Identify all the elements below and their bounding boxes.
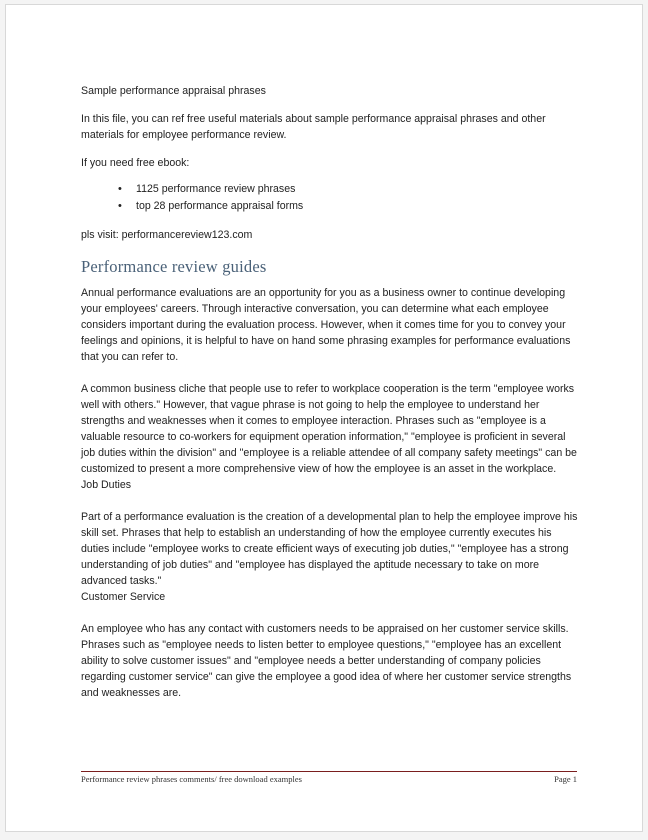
ebook-prompt: If you need free ebook:	[81, 157, 190, 169]
section-heading: Performance review guides	[81, 257, 267, 276]
label-customer-service: Customer Service	[81, 591, 166, 603]
paragraph-customer-service: An employee who has any contact with customers needs to be appraised on her customer service skills. Phrases such as "employee needs to listen better to employee questions," "employee has an excellent ability to solve customer issues" and "employee needs a better understanding of company policies regarding customer service" can give the employee a good idea of where her customer service strengths and weaknesses are.	[81, 623, 572, 699]
paragraph-cooperation: A common business cliche that people use to refer to workplace cooperation is the term "employee works well with others." However, that vague phrase is not going to help the employee to understand her strengths and weaknesses when it comes to employee interaction. Phrases such as "employee is a valuable resource to co-workers for equipment operation information," "employee is proficient in several job duties within the division" and "employee is a reliable attendee of all company safety meetings" can be customized to present a more comprehensive view of how the employee is an asset in the workplace.	[81, 383, 577, 475]
document-page	[5, 4, 643, 832]
page-content	[81, 83, 581, 701]
footer-title: Performance review phrases comments/ free download examples	[81, 774, 302, 784]
list-item	[118, 198, 581, 215]
bullet-icon: •	[118, 183, 122, 195]
list-item-text: top 28 performance appraisal forms	[136, 200, 304, 212]
list-item	[118, 181, 581, 198]
page-number: Page 1	[554, 774, 577, 784]
list-item-text: 1125 performance review phrases	[136, 183, 296, 195]
label-job-duties: Job Duties	[81, 479, 132, 491]
ebook-list	[81, 181, 581, 215]
bullet-icon: •	[118, 200, 122, 212]
title-line: Sample performance appraisal phrases	[81, 85, 266, 97]
paragraph-job-duties: Part of a performance evaluation is the creation of a developmental plan to help the employee improve his skill set. Phrases that help to establish an understanding of how the employee currently executes his duties include "employee works to create efficient ways of executing job duties," "employee has a strong understanding of job duties" and "employee has displayed the aptitude necessary to take on more advanced tasks."	[81, 511, 578, 587]
page-footer	[81, 771, 577, 784]
paragraph-annual-evaluations: Annual performance evaluations are an opportunity for you as a business owner to continue developing your employees' careers. Through interactive conversation, you can determine what each employee considers important during the evaluation process. However, when it comes time for you to convey your feelings and opinions, it is helpful to have on hand some phrasing examples for performance evaluations that you can refer to.	[81, 287, 571, 363]
visit-line: pls visit: performancereview123.com	[81, 229, 253, 241]
intro-paragraph: In this file, you can ref free useful materials about sample performance appraisal phrases and other materials for employee performance review.	[81, 113, 546, 141]
